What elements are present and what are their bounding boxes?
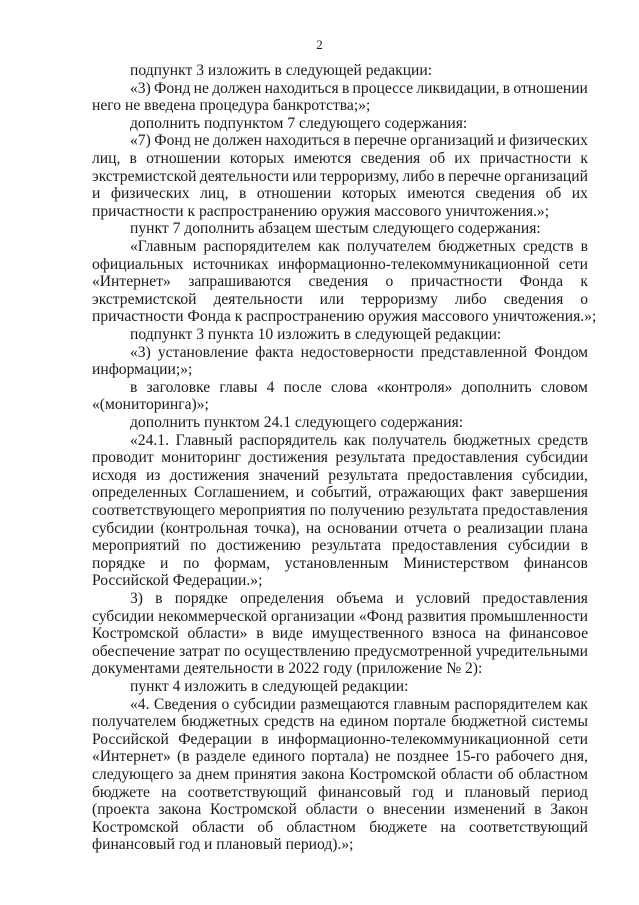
word: портале	[393, 713, 447, 731]
word: субсидии	[507, 537, 571, 555]
word: по	[309, 502, 326, 519]
word: главы	[219, 378, 258, 396]
word: в	[580, 537, 588, 555]
word: не	[375, 748, 391, 766]
word: предоставления	[482, 502, 588, 519]
word: сети	[558, 730, 588, 748]
text-line	[92, 150, 588, 168]
word: о	[580, 290, 588, 308]
word: плановый	[464, 783, 530, 801]
word: определения	[240, 590, 325, 607]
word: Соглашением,	[194, 484, 289, 502]
word: взноса	[432, 625, 477, 643]
word: предоставления	[412, 449, 519, 467]
word: области»	[187, 625, 248, 643]
word: по	[223, 642, 241, 660]
text-line	[130, 590, 588, 608]
word: за	[178, 766, 192, 783]
word: должен	[212, 79, 262, 97]
word: недостоверности	[300, 343, 414, 361]
word: получатель	[372, 431, 447, 449]
word: организации	[271, 607, 355, 625]
text-line	[92, 502, 588, 520]
word: осуществлению	[244, 642, 351, 660]
word: мероприятий	[92, 537, 180, 555]
word: «7)	[130, 132, 151, 150]
word: учредительными	[475, 642, 588, 660]
word: Костромской	[349, 766, 437, 783]
word: на	[319, 713, 335, 731]
word: результата	[328, 466, 398, 484]
word: Костромской	[92, 625, 179, 643]
word: получателем	[92, 713, 177, 731]
word: системы	[531, 713, 588, 731]
word: перечне	[353, 132, 407, 150]
word: бюджетных	[453, 431, 531, 449]
word: принятия	[234, 766, 297, 783]
text-line	[130, 238, 588, 256]
word: источниках	[192, 255, 269, 273]
word: областном	[518, 766, 588, 783]
word: исходя	[92, 466, 137, 484]
word: достижения	[169, 466, 250, 484]
word: Фонда	[519, 273, 563, 291]
word: субсидии	[92, 519, 155, 537]
word: затрат	[179, 642, 220, 660]
word: запрашиваются	[188, 273, 292, 291]
word: области	[192, 818, 245, 836]
text-line	[92, 801, 588, 819]
word: должен	[212, 132, 263, 150]
word: либо	[454, 290, 487, 308]
word: «4.	[130, 695, 150, 713]
word: либо	[402, 167, 435, 185]
word: и	[295, 484, 305, 502]
word: основании	[327, 519, 398, 537]
word: областном	[286, 818, 356, 836]
text-line	[130, 696, 588, 714]
word: отчета	[403, 519, 447, 537]
word: об	[497, 766, 514, 783]
page-number: 2	[316, 37, 323, 52]
word: сети	[558, 255, 588, 273]
word: значений	[258, 466, 320, 484]
word: проводит	[92, 449, 154, 467]
word: и	[444, 783, 454, 801]
word: мониторинг	[161, 449, 241, 467]
word: и	[497, 132, 506, 150]
word: которых	[341, 185, 397, 203]
word: субсидии	[525, 449, 588, 467]
word: которых	[229, 150, 285, 167]
word: после	[283, 378, 322, 396]
word: соответствующий	[187, 783, 307, 801]
word: в	[261, 730, 269, 748]
word: или	[319, 290, 345, 308]
word: следующего	[92, 766, 174, 783]
word: закона	[301, 766, 345, 783]
word: точка),	[254, 519, 300, 537]
word: лиц,	[92, 150, 121, 167]
text-line	[92, 168, 588, 186]
word: и	[395, 590, 404, 607]
word: или	[292, 167, 317, 185]
word: как	[566, 695, 588, 713]
word: Федерации	[178, 730, 252, 748]
text-line	[130, 432, 588, 450]
word: (в	[177, 748, 190, 766]
word: имущественного	[311, 625, 424, 643]
word: (проекта	[92, 801, 150, 819]
word: главным	[393, 695, 450, 713]
word: Сведения	[153, 695, 218, 713]
word: порядке	[174, 590, 228, 607]
word: год	[412, 783, 434, 801]
word: субсидии,	[521, 466, 588, 484]
word: «24.1.	[130, 431, 169, 449]
word: разделе	[195, 748, 246, 766]
word: событий,	[310, 484, 372, 502]
word: промышленности	[470, 607, 588, 625]
word: предусмотренной	[354, 642, 472, 660]
word: бюджетных	[181, 713, 259, 731]
word: 15-го	[454, 748, 490, 766]
word: Костромской	[210, 801, 297, 819]
word: на	[484, 625, 501, 643]
word: физических	[110, 185, 190, 203]
word: средств	[522, 238, 574, 255]
text-line	[92, 291, 588, 309]
word: заголовке	[146, 378, 211, 396]
word: распорядителем	[454, 695, 562, 713]
word: как	[343, 431, 366, 449]
word: период	[541, 783, 588, 801]
word: отношении	[256, 185, 332, 203]
word: об	[257, 818, 274, 836]
text-line: информации;»;	[92, 361, 193, 379]
word: ликвидации,	[416, 79, 500, 97]
word: причастности	[410, 273, 503, 291]
text-line: Российской Федерации.»;	[92, 572, 263, 590]
word: реализации	[467, 519, 544, 537]
word: днем	[196, 766, 230, 783]
word: в	[155, 590, 163, 607]
text-line: причастности Фонда к распространению оружия массового уничтожения.»;	[92, 308, 597, 326]
word: находиться	[265, 132, 340, 150]
word: физических	[509, 132, 588, 150]
word: «3)	[130, 343, 151, 361]
word: результата	[408, 502, 479, 519]
word: на	[305, 519, 322, 537]
word: сведения	[308, 273, 369, 291]
word: Фонд	[154, 79, 191, 97]
word: порядке	[92, 554, 146, 572]
word: условий	[415, 590, 471, 607]
word: установленным	[284, 554, 389, 572]
word: установление	[157, 343, 249, 361]
word: к	[580, 150, 588, 167]
word: получателем	[346, 238, 432, 255]
word: сведения	[360, 150, 421, 167]
word: имеются	[407, 185, 465, 203]
word: развития	[407, 607, 467, 625]
word: в	[130, 378, 138, 396]
word: экстремистской	[92, 290, 197, 308]
word: находиться	[264, 79, 339, 97]
word: Костромской	[92, 818, 179, 836]
word: сведения	[503, 290, 564, 308]
word: «Интернет»	[92, 273, 171, 291]
text-line: «(мониторинга)»;	[92, 396, 209, 414]
word: достижению	[216, 537, 301, 555]
word: «3)	[130, 79, 151, 97]
word: позднее	[396, 748, 449, 766]
word: на	[161, 783, 177, 801]
word: финансов	[523, 554, 588, 572]
word: экстремистской	[92, 167, 197, 185]
word: по	[183, 554, 200, 572]
word: Закон	[550, 801, 588, 819]
word: финансовое	[509, 625, 588, 643]
word: имеются	[293, 150, 352, 167]
text-line	[92, 643, 588, 661]
word: их	[571, 185, 588, 203]
word: рабочего	[495, 748, 555, 766]
word: терроризму	[361, 290, 438, 308]
word: субсидии	[233, 695, 296, 713]
word: их	[454, 150, 471, 167]
text-line	[92, 484, 588, 502]
word: деятельности	[213, 290, 303, 308]
word: отношении	[146, 150, 221, 167]
word: на	[440, 818, 456, 836]
word: (контрольная	[160, 519, 249, 537]
word: к	[580, 273, 588, 291]
word: деятельности	[199, 167, 290, 185]
text-line	[92, 731, 588, 749]
text-line	[92, 625, 588, 643]
word: факт	[472, 484, 504, 502]
text-line	[92, 748, 588, 766]
text-line: него не введена процедура банкротства;»;	[92, 97, 371, 115]
word: субсидии	[92, 607, 155, 625]
word: о	[385, 273, 394, 291]
word: финансовый	[318, 783, 402, 801]
text-line: пункт 4 изложить в следующей редакции:	[130, 678, 409, 695]
word: отношении	[513, 79, 588, 97]
word: области	[440, 766, 494, 783]
word: в	[534, 801, 542, 819]
word: о	[221, 695, 230, 713]
text-line: подпункт 3 изложить в следующей редакции:	[130, 62, 433, 79]
word: словом	[540, 378, 588, 396]
word: некоммерческой	[158, 607, 267, 625]
word: информационно-телекоммуникационной	[277, 730, 550, 748]
word: перечне	[448, 167, 501, 185]
word: соответствующего	[92, 502, 216, 519]
text-line	[130, 379, 588, 397]
word: результата	[335, 449, 406, 467]
word: «Фонд	[358, 607, 404, 625]
word: «контроля»	[376, 378, 453, 396]
word: из	[145, 466, 161, 484]
word: причастности	[479, 150, 572, 167]
word: внесении	[383, 801, 446, 819]
word: распорядителем	[203, 238, 311, 255]
word: соответствующий	[468, 818, 588, 836]
word: о	[453, 519, 461, 537]
word: Министерством	[403, 554, 509, 572]
word: и	[92, 185, 101, 203]
text-line	[92, 766, 588, 784]
word: дня,	[560, 748, 588, 766]
text-line	[92, 256, 588, 274]
word: в	[580, 238, 588, 255]
word: бюджете	[369, 818, 428, 836]
word: официальных	[92, 255, 184, 273]
word: организаций	[504, 167, 588, 185]
word: об	[429, 150, 446, 167]
word: Российской	[92, 730, 169, 748]
word: плана	[549, 519, 588, 537]
word: завершения	[510, 484, 588, 502]
text-line	[92, 713, 588, 731]
word: о	[366, 801, 375, 819]
word: информационно-телекоммуникационной	[277, 255, 550, 273]
word: сведения	[475, 185, 536, 203]
word: не	[193, 79, 209, 97]
word: мероприятия	[219, 502, 306, 519]
word: в	[341, 79, 350, 97]
text-line	[130, 344, 588, 362]
text-line	[92, 608, 588, 626]
text-line	[130, 80, 588, 98]
word: виде	[272, 625, 303, 643]
text-line	[92, 467, 588, 485]
text-line: документами деятельности в 2022 году (приложение № 2):	[92, 660, 483, 678]
word: в	[256, 625, 264, 643]
word: едином	[339, 713, 389, 731]
word: как	[317, 238, 340, 255]
text-line	[92, 555, 588, 573]
word: предоставления	[391, 537, 498, 555]
text-line: причастности к распространению оружия массового уничтожения.»;	[92, 202, 550, 220]
word: процессе	[352, 79, 414, 97]
word: размещаются	[300, 695, 390, 713]
text-line	[92, 273, 588, 291]
word: по	[190, 537, 207, 555]
word: определенных	[92, 484, 188, 502]
word: предоставления	[482, 590, 588, 607]
word: 4	[266, 378, 275, 396]
text-line: финансовый год и плановый период).»;	[92, 836, 354, 854]
word: бюджете	[92, 783, 150, 801]
word: отражающих	[378, 484, 466, 502]
word: терроризму,	[320, 167, 400, 185]
text-line	[92, 784, 588, 802]
word: области	[305, 801, 358, 819]
word: средств	[537, 431, 588, 449]
word: изменений	[453, 801, 526, 819]
text-line: дополнить подпунктом 7 следующего содержания:	[130, 114, 468, 132]
text-line: подпункт 3 пункта 10 изложить в следующей редакции:	[130, 326, 502, 343]
word: закона	[158, 801, 202, 819]
word: результата	[311, 537, 382, 555]
word: в	[129, 150, 137, 167]
word: и	[159, 554, 169, 572]
word: лиц,	[200, 185, 229, 203]
word: «Главным	[130, 238, 197, 255]
word: портала)	[311, 748, 369, 766]
word: достижения	[248, 449, 328, 467]
word: дополнить	[461, 378, 532, 396]
word: получению	[329, 502, 405, 519]
word: не	[194, 132, 210, 150]
word: единого	[252, 748, 306, 766]
text-line: дополнить пунктом 24.1 следующего содержания:	[130, 414, 464, 431]
word: формам,	[214, 554, 270, 572]
word: в	[238, 185, 247, 203]
text-line	[92, 537, 588, 555]
text-line: пункт 7 дополнить абзацем шестым следующего содержания:	[130, 220, 541, 238]
word: распорядитель	[239, 431, 337, 449]
text-line	[92, 449, 588, 467]
word: бюджетных	[438, 238, 516, 255]
text-line	[92, 520, 588, 538]
word: организаций	[410, 132, 494, 150]
text-line	[130, 132, 588, 150]
text-line	[92, 819, 588, 837]
word: в	[437, 167, 445, 185]
word: Фондом	[534, 343, 588, 361]
word: в	[343, 132, 351, 150]
word: представленной	[420, 343, 528, 361]
word: обеспечение	[92, 642, 176, 660]
word: «Интернет»	[92, 748, 171, 766]
word: в	[502, 79, 511, 97]
word: бюджетной	[451, 713, 527, 731]
word: об	[545, 185, 562, 203]
word: слова	[330, 378, 368, 396]
word: Главный	[175, 431, 233, 449]
word: средств	[263, 713, 315, 731]
word: предоставления	[407, 466, 513, 484]
text-line	[92, 185, 588, 203]
word: объема	[336, 590, 384, 607]
word: 3)	[130, 590, 143, 607]
word: Фонд	[154, 132, 191, 150]
word: факта	[255, 343, 294, 361]
